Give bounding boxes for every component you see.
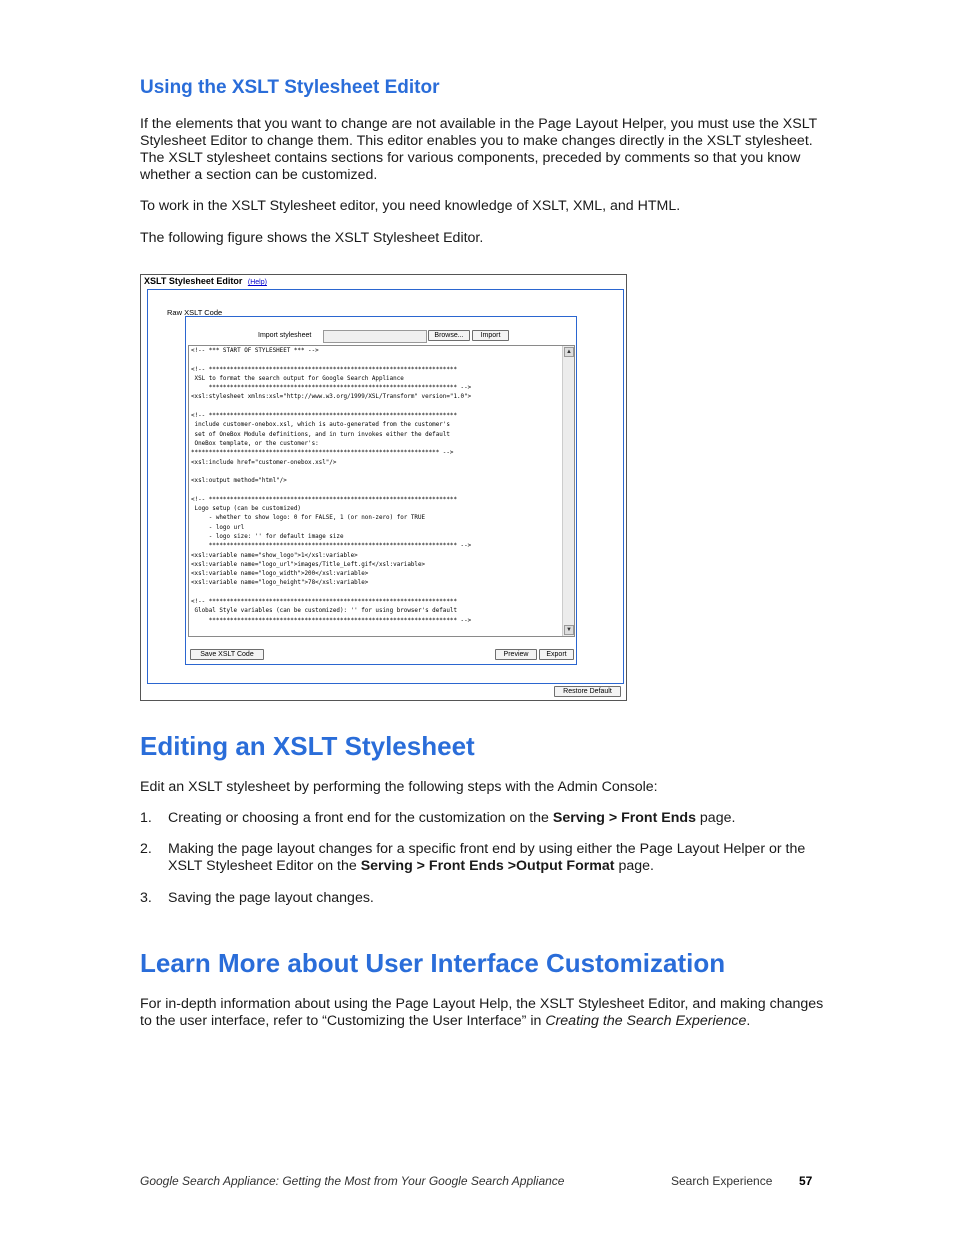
learn-more-heading: Learn More about User Interface Customization (140, 948, 726, 978)
code-panel (185, 316, 577, 665)
book-title: Creating the Search Experience (545, 1013, 747, 1029)
xslt-editor-figure (140, 274, 627, 701)
editing-intro: Edit an XSLT stylesheet by performing the following steps with the Admin Console: (140, 779, 658, 795)
intro-paragraph-2: To work in the XSLT Stylesheet editor, you need knowledge of XSLT, XML, and HTML. (140, 198, 681, 214)
page-number: 57 (799, 1174, 813, 1188)
preview-button[interactable]: Preview (495, 649, 537, 660)
browse-button[interactable]: Browse... (428, 330, 470, 341)
save-xslt-button[interactable]: Save XSLT Code (190, 649, 264, 660)
scroll-down-icon[interactable]: ▼ (564, 625, 574, 635)
intro-paragraph-1: If the elements that you want to change are not available in the Page Layout Helper, you must use the XSLT Stylesheet Editor to change them. This editor enables you to make changes directly in the XSLT stylesheet. The XSLT stylesheet contains sections for various components, preceded by comments so that you know whether a section can be customized. (140, 116, 817, 183)
section-title: Using the XSLT Stylesheet Editor (140, 77, 440, 98)
import-file-input[interactable] (323, 330, 427, 343)
step-text: Saving the page layout changes. (168, 890, 374, 906)
export-button[interactable]: Export (539, 649, 574, 660)
learn-more-text: For in-depth information about using the Page Layout Help, the XSLT Stylesheet Editor, and making changes to the user interface, refer to “Customizing the User Interface” in Creating the Search Experience. (140, 996, 824, 1029)
scroll-up-icon[interactable]: ▲ (564, 347, 574, 357)
step-number: 3. (140, 890, 152, 906)
import-button[interactable]: Import (472, 330, 509, 341)
figure-title (144, 276, 267, 286)
step-number: 1. (140, 810, 152, 826)
import-label: Import stylesheet (258, 332, 312, 339)
step-text: Making the page layout changes for a specific front end by using either the Page Layout Helper or the XSLT Stylesheet Editor on the Serving > Front Ends >Output Format page. (168, 841, 806, 874)
code-textarea[interactable] (188, 345, 575, 637)
step-number: 2. (140, 841, 152, 857)
footer-section: Search Experience (671, 1174, 773, 1188)
xslt-code: <!-- *** START OF STYLESHEET *** --> <!-- ********************************************************************** XSL to format the search output for Google Search Appliance ********************************************************************** --> <xsl:stylesheet xmlns:xsl="http://www.w3.org/1999/XSL/Transform" version="1.0"> <!-- ********************************************************************** include customer-onebox.xsl, which is auto-generated from the customer's set of OneBox Module definitions, and in turn invokes either the default OneBox template, or the customer's: ********************************************************************** --> <xsl:include href="customer-onebox.xsl"/> <xsl:output method="html"/> <!-- ********************************************************************** Logo setup (can be customized) - whether to show logo: 0 for FALSE, 1 (or non-zero) for TRUE - logo url - logo size: '' for default image size ********************************************************************** --> <xsl:variable name="show_logo">1</xsl:variable> <xsl:variable name="logo_url">images/Title_Left.gif</xsl:variable> <xsl:variable name="logo_width">200</xsl:variable> <xsl:variable name="logo_height">78</xsl:variable> <!-- ********************************************************************** Global Style variables (can be customized): '' for using browser's default ********************************************************************** --> (191, 348, 472, 624)
step-text: Creating or choosing a front end for the customization on the Serving > Front Ends page. (168, 810, 736, 826)
intro-paragraph-3: The following figure shows the XSLT Stylesheet Editor. (140, 230, 484, 246)
figure-title-text: XSLT Stylesheet Editor (144, 276, 243, 286)
restore-default-button[interactable]: Restore Default (554, 686, 621, 697)
footer-doc-title: Google Search Appliance: Getting the Most from Your Google Search Appliance (140, 1174, 565, 1188)
raw-xslt-label: Raw XSLT Code (167, 308, 223, 317)
code-scrollbar[interactable] (562, 346, 574, 636)
help-link[interactable]: (Help) (247, 279, 267, 286)
editing-heading: Editing an XSLT Stylesheet (140, 731, 475, 761)
